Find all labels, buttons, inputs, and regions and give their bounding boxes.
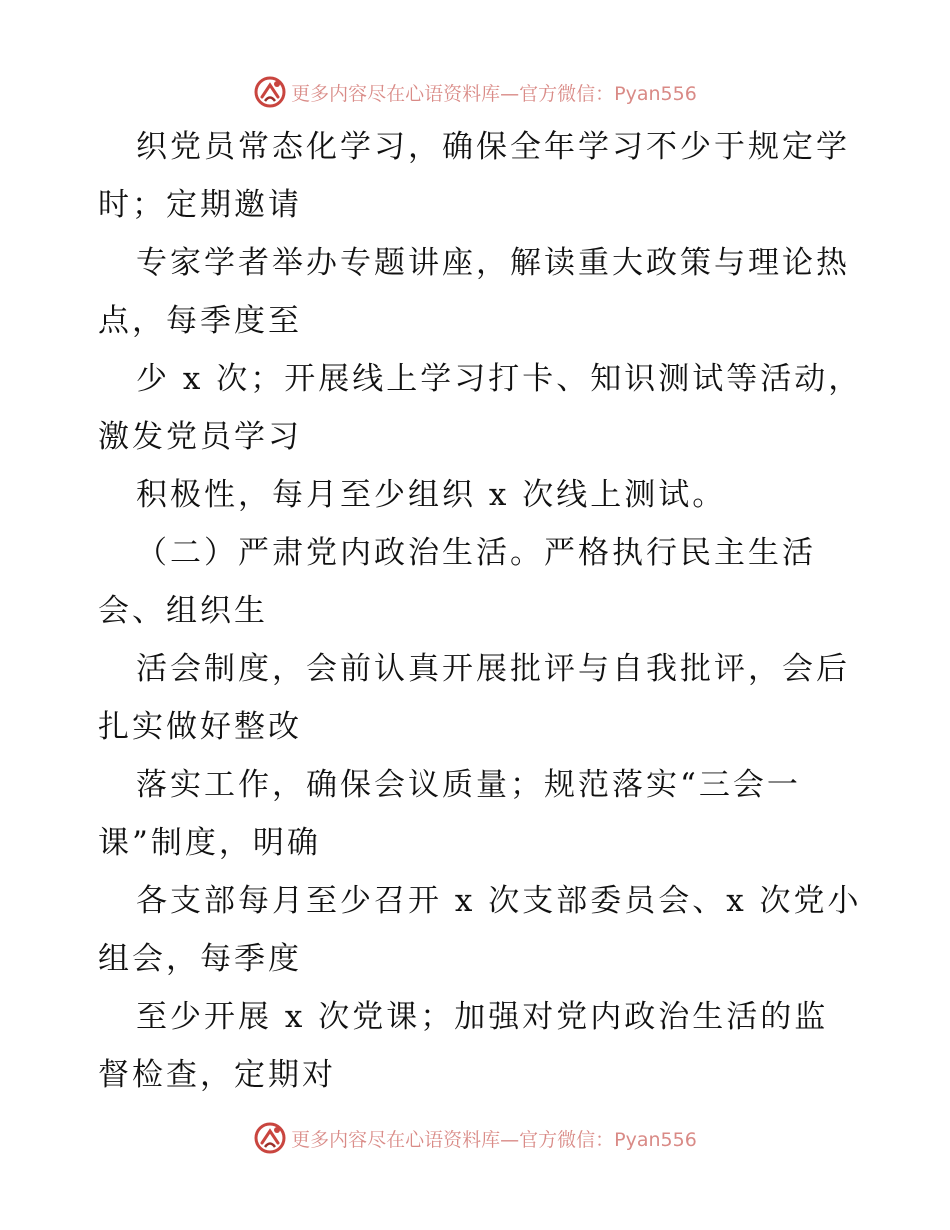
body-text-line: 督检查，定期对 [98,1057,336,1093]
body-text-line: 各支部每月至少召开 x 次支部委员会、x 次党小 [136,883,862,919]
seal-logo-icon [253,1121,287,1155]
body-text-line: 激发党员学习 [98,419,302,455]
watermark-text: 更多内容尽在心语资料库—官方微信：Pyan556 [291,1128,697,1151]
body-text-line: 组会，每季度 [98,941,302,977]
body-text-line: 点，每季度至 [98,303,302,339]
body-text-line: 落实工作，确保会议质量；规范落实“三会一 [136,767,801,803]
body-text-line: 时；定期邀请 [98,187,302,223]
body-text-line: 扎实做好整改 [98,709,302,745]
body-text-line: 课”制度，明确 [98,825,321,861]
document-body [98,118,863,1104]
body-text-line: 专家学者举办专题讲座，解读重大政策与理论热 [136,245,850,281]
footer-watermark [0,1118,950,1158]
body-text-line: 少 x 次；开展线上学习打卡、知识测试等活动， [136,361,863,397]
body-text-line: 积极性，每月至少组织 x 次线上测试。 [136,477,727,513]
header-watermark [0,72,950,112]
body-text-line: 织党员常态化学习，确保全年学习不少于规定学 [136,129,850,165]
body-text-line: 活会制度，会前认真开展批评与自我批评，会后 [136,651,850,687]
seal-logo-icon [253,75,287,109]
body-text-line: 会、组织生 [98,593,268,629]
body-text-line: （二）严肃党内政治生活。严格执行民主生活 [136,535,816,571]
watermark-text: 更多内容尽在心语资料库—官方微信：Pyan556 [291,82,697,105]
body-text-line: 至少开展 x 次党课；加强对党内政治生活的监 [136,999,829,1035]
